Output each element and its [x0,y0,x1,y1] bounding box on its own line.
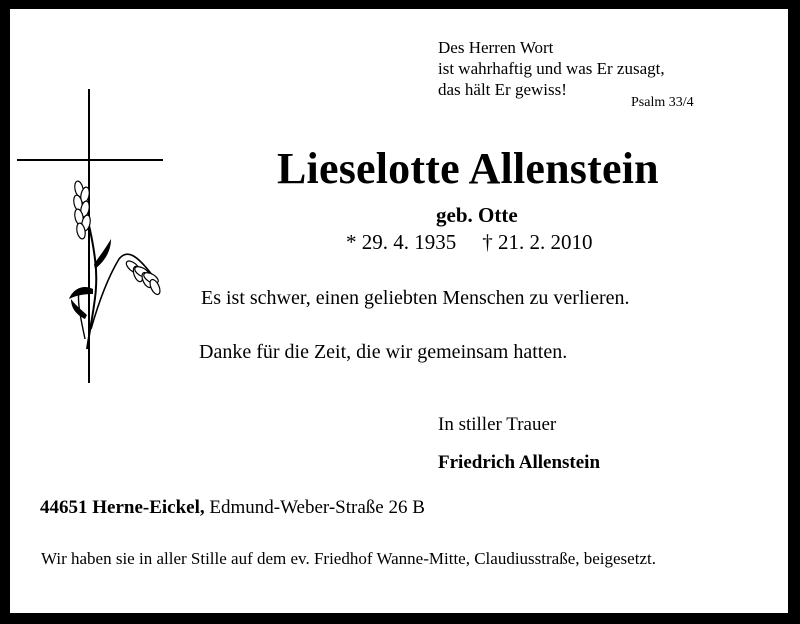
birth-date: * 29. 4. 1935 [346,230,457,254]
quote-line: Danke für die Zeit, die wir gemeinsam hatten. [199,341,568,363]
death-date: † 21. 2. 2010 [482,230,593,254]
verse-reference: Psalm 33/4 [631,95,694,110]
verse-line: das hält Er gewiss! [438,80,567,99]
obituary-card [10,9,788,613]
verse-line: ist wahrhaftig und was Er zusagt, [438,59,665,78]
life-dates [346,230,593,255]
cross-with-wheat-icon [15,89,165,394]
mourner-name: Friedrich Allenstein [438,452,601,473]
burial-note: Wir haben sie in aller Stille auf dem ev. Friedhof Wanne-Mitte, Claudiusstraße, beigesetzt. [41,549,656,568]
address [40,497,425,519]
address-city: 44651 Herne-Eickel, [40,497,205,518]
quote-line: Es ist schwer, einen geliebten Menschen zu verlieren. [201,287,630,309]
birth-name: geb. Otte [436,203,518,227]
verse-line: Des Herren Wort [438,38,554,57]
address-street: Edmund-Weber-Straße 26 B [209,497,425,518]
deceased-name: Lieselotte Allenstein [277,144,659,193]
mourning-intro: In stiller Trauer [438,414,557,435]
bible-verse [438,37,665,100]
